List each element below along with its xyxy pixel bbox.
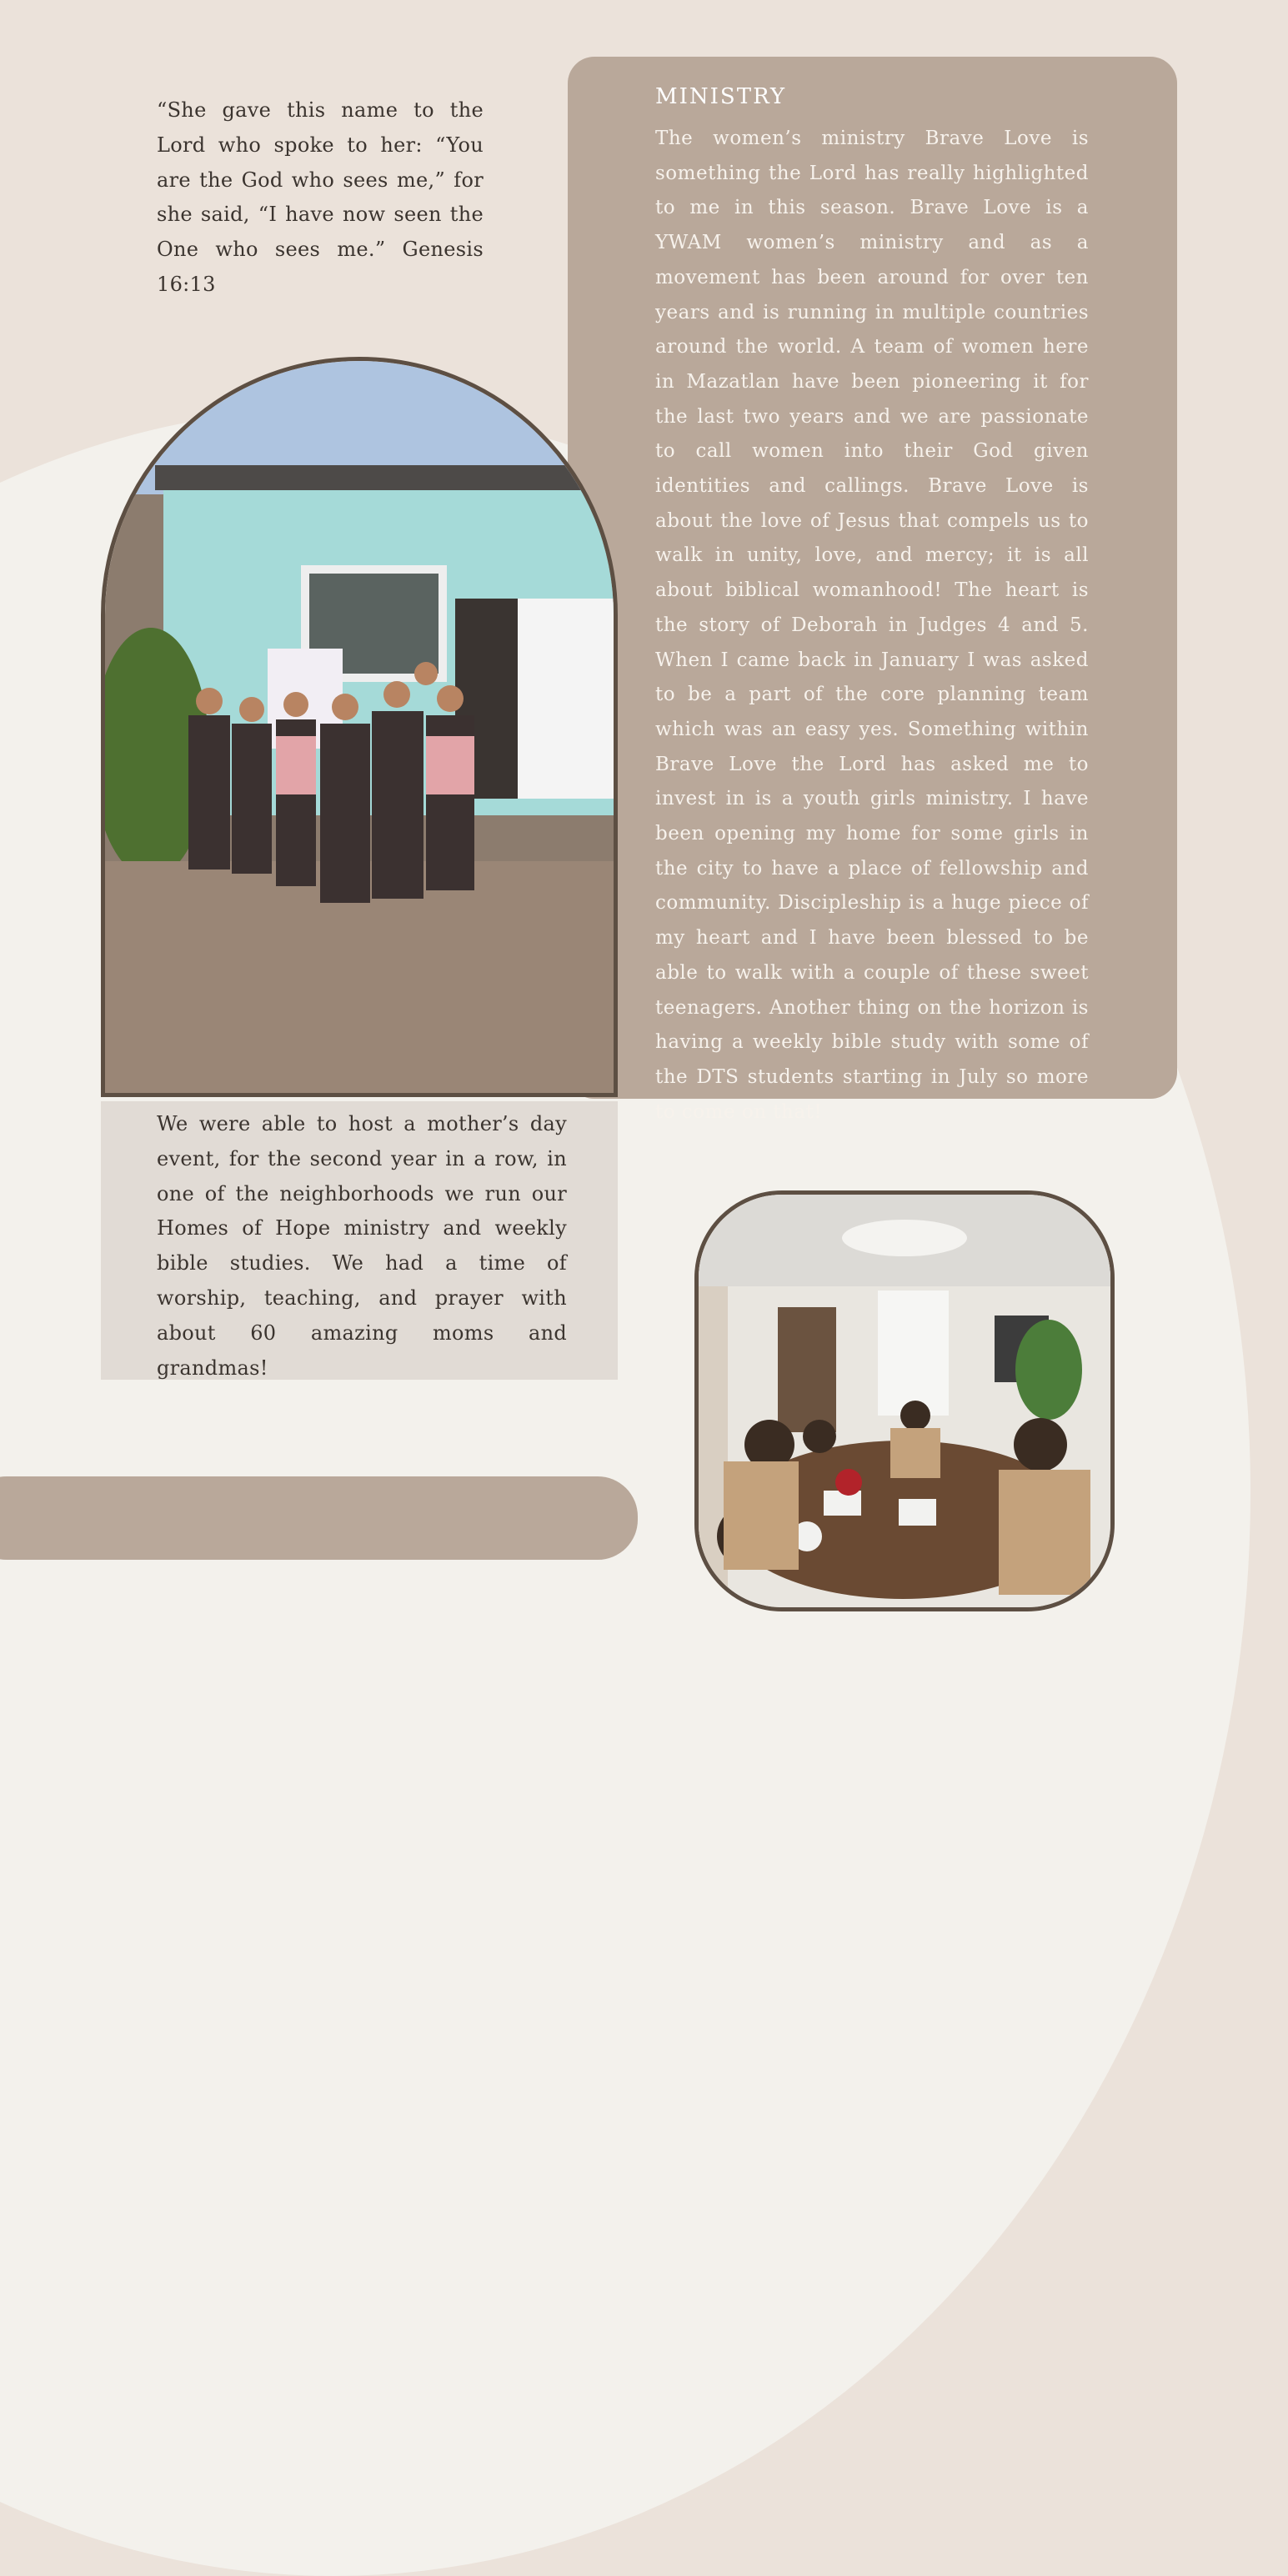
ministry-body-text: The women’s ministry Brave Love is something the Lord has really highlighted to me in this season. Brave Love is a YWAM women’s ministry and as a movement has been around for over ten years and is running in multiple countries around the world. A team of women here in Mazatlan have been pioneering it for the last two years and we are passionate to call women into their God given identities and callings. Brave Love is about the love of Jesus that compels us to walk in unity, love, and mercy; it is all about biblical womanhood! The heart is the story of Deborah in Judges 4 and 5. When I came back in January I was asked to be a part of the core planning team which was an easy yes. Something within Brave Love the Lord has asked me to invest in is a youth girls ministry. I have been opening my home for some girls in the city to have a place of fellowship and community. Discipleship is a huge piece of my heart and I have been blessed to be able to walk with a couple of these sweet teenagers. Another thing on the horizon is having a weekly bible study with some of the DTS students starting in July so more to come on that! bbox=[655, 128, 1089, 1123]
decorative-bottom-bar bbox=[0, 1476, 638, 1560]
mothers-day-group-photo bbox=[101, 357, 618, 1097]
event-description: We were able to host a mother’s day event, for the second year in a row, in one of the neighborhoods we run our Homes of Hope ministry and weekly bible studies. We had a time of worship, teaching, and prayer with about 60 amazing moms and grandmas! bbox=[157, 1112, 567, 1380]
youth-girls-photo bbox=[694, 1190, 1115, 1611]
group-photo-illustration bbox=[105, 361, 614, 1093]
youth-photo-illustration bbox=[699, 1195, 1110, 1607]
scripture-quote: “She gave this name to the Lord who spoke to her: “You are the God who sees me,” for she said, “I have now seen the One who sees me.” Genesis 16:13 bbox=[157, 98, 484, 296]
ministry-heading: MINISTRY bbox=[655, 84, 787, 109]
